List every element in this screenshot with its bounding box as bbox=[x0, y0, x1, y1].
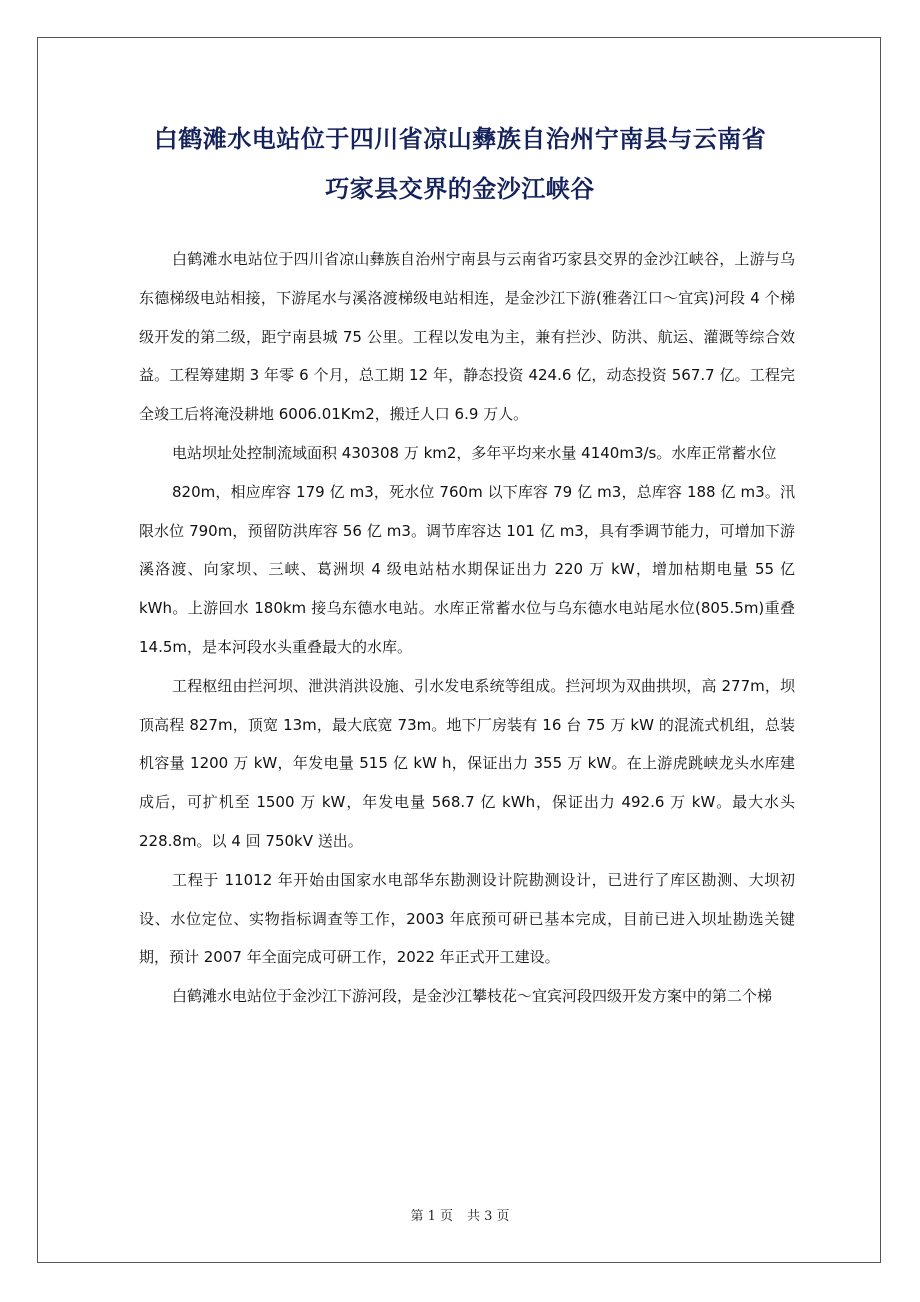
document-title-line-2: 巧家县交界的金沙江峡谷 bbox=[325, 175, 595, 203]
page-number: 第 1 页 bbox=[410, 1209, 453, 1224]
page-total: 共 3 页 bbox=[467, 1209, 510, 1224]
paragraph-location: 白鹤滩水电站位于金沙江下游河段，是金沙江攀枝花～宜宾河段四级开发方案中的第二个梯 bbox=[172, 987, 773, 1006]
document-title-line-1: 白鹤滩水电站位于四川省凉山彝族自治州宁南县与云南省 bbox=[153, 125, 767, 153]
document-body bbox=[139, 240, 795, 1016]
paragraph-reservoir-intro: 电站坝址处控制流域面积 430308 万 km2，多年平均来水量 4140m3/s。水库正常蓄水位 bbox=[172, 443, 777, 462]
page-footer bbox=[0, 1205, 920, 1224]
document-title bbox=[100, 114, 820, 214]
paragraph-overview: 白鹤滩水电站位于四川省凉山彝族自治州宁南县与云南省巧家县交界的金沙江峡谷，上游与乌东德梯级电站相接，下游尾水与溪洛渡梯级电站相连，是金沙江下游(雅砻江口～宜宾)河段 4 个梯级开发的第二级，距宁南县城 75 公里。工程以发电为主，兼有拦沙、防洪、航运、灌溉等综合效益。工程筹建期 3 年零 6 个月，总工期 12 年，静态投资 424.6 亿，动态投资 567.7 亿。工程完全竣工后将淹没耕地 6006.01Km2，搬迁人口 6.9 万人。 bbox=[139, 250, 795, 424]
paragraph-survey-history: 工程于 11012 年开始由国家水电部华东勘测设计院勘测设计，已进行了库区勘测、大坝初设、水位定位、实物指标调查等工作，2003 年底预可研已基本完成，目前已进入坝址勘选关键期，预计 2007 年全面完成可研工作，2022 年正式开工建设。 bbox=[139, 870, 795, 967]
paragraph-dam-structure: 工程枢纽由拦河坝、泄洪消洪设施、引水发电系统等组成。拦河坝为双曲拱坝，高 277m，坝顶高程 827m，顶宽 13m，最大底宽 73m。地下厂房装有 16 台 75 万 kW 的混流式机组，总装机容量 1200 万 kW，年发电量 515 亿 kW h，保证出力 355 万 kW。在上游虎跳峡龙头水库建成后，可扩机至 1500 万 kW，年发电量 568.7 亿 kWh，保证出力 492.6 万 kW。最大水头 228.8m。以 4 回 750kV 送出。 bbox=[139, 676, 795, 850]
paragraph-reservoir-capacity: 820m，相应库容 179 亿 m3，死水位 760m 以下库容 79 亿 m3，总库容 188 亿 m3。汛限水位 790m，预留防洪库容 56 亿 m3。调节库容达 101 亿 m3，具有季调节能力，可增加下游溪洛渡、向家坝、三峡、葛洲坝 4 级电站枯水期保证出力 220 万 kW，增加枯期电量 55 亿 kWh。上游回水 180km 接乌东德水电站。水库正常蓄水位与乌东德水电站尾水位(805.5m)重叠 14.5m，是本河段水头重叠最大的水库。 bbox=[139, 482, 795, 656]
